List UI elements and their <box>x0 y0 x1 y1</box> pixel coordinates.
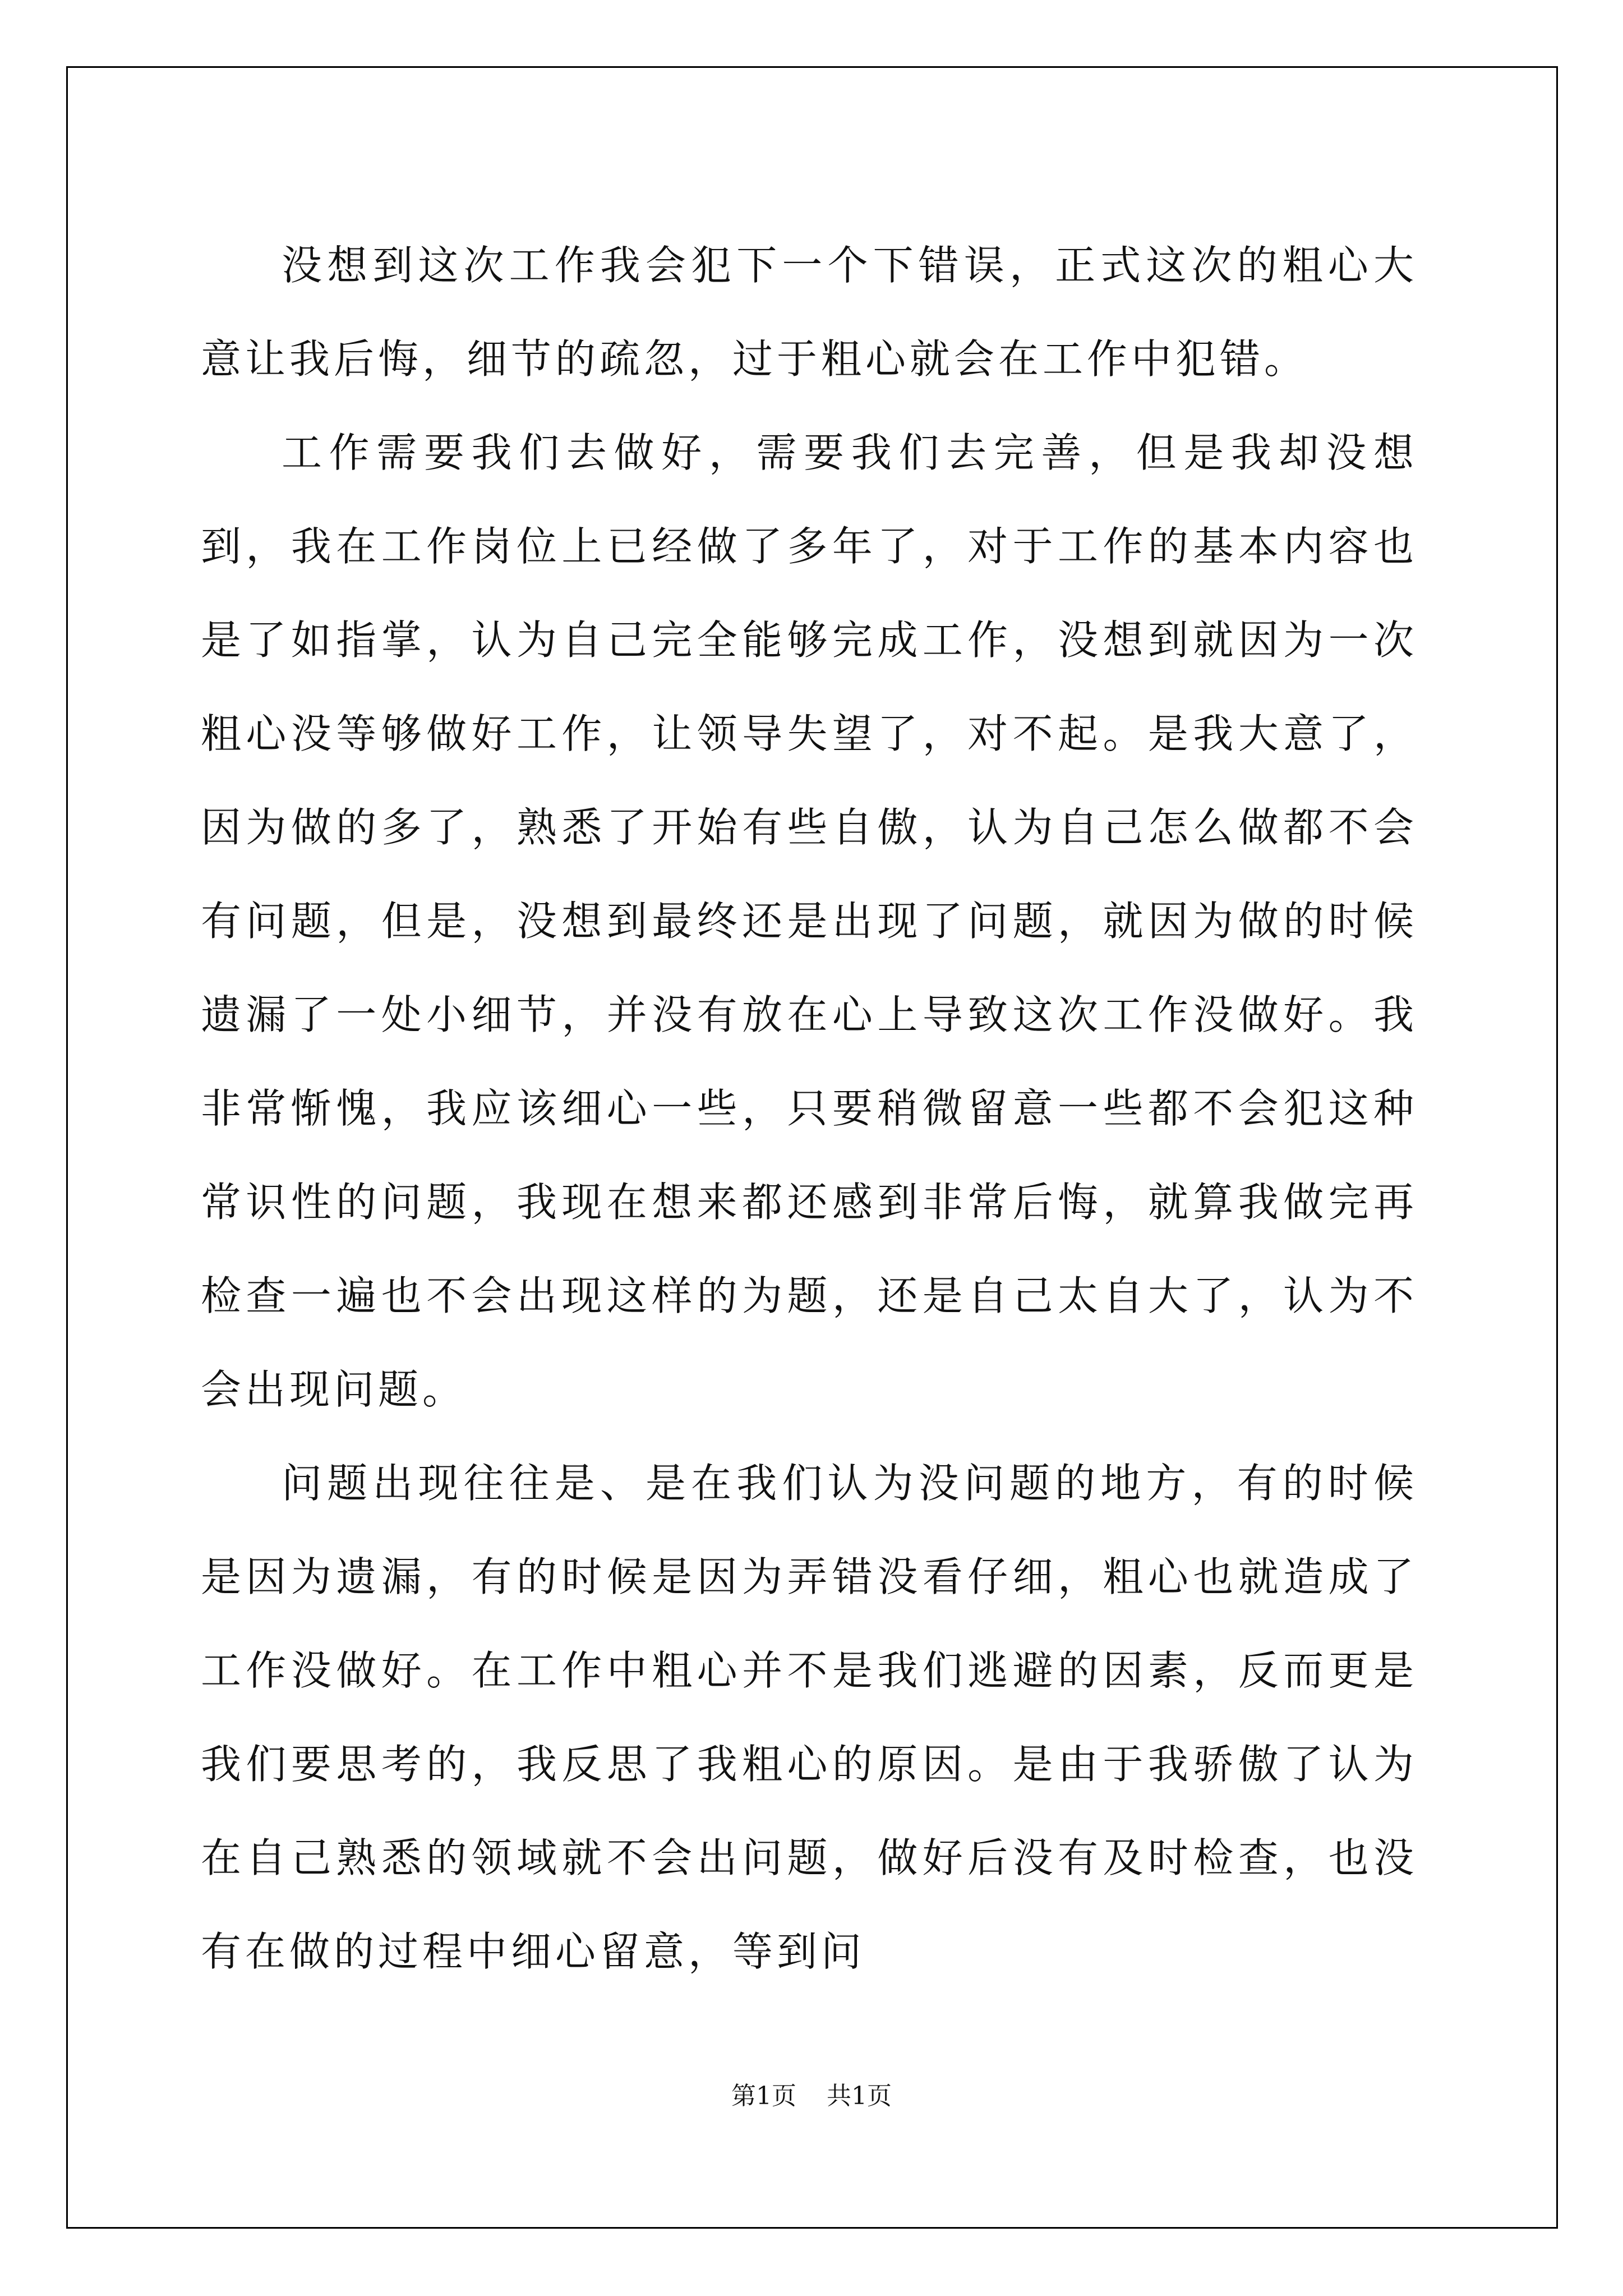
page-total: 共1页 <box>827 2082 892 2110</box>
paragraph-2: 工作需要我们去做好，需要我们去完善，但是我却没想到，我在工作岗位上已经做了多年了，对于工作的基本内容也是了如指掌，认为自己完全能够完成工作，没想到就因为一次粗心没等够做好工作，让领导失望了，对不起。是我大意了，因为做的多了，熟悉了开始有些自傲，认为自己怎么做都不会有问题，但是，没想到最终还是出现了问题，就因为做的时候遗漏了一处小细节，并没有放在心上导致这次工作没做好。我非常惭愧，我应该细心一些，只要稍微留意一些都不会犯这种常识性的问题，我现在想来都还感到非常后悔，就算我做完再检查一遍也不会出现这样的为题，还是自己太自大了，认为不会出现问题。 <box>201 429 1418 1413</box>
paragraph-1: 没想到这次工作我会犯下一个下错误，正式这次的粗心大意让我后悔，细节的疏忽，过于粗心就会在工作中犯错。 <box>201 242 1418 383</box>
paragraph-3: 问题出现往往是、是在我们认为没问题的地方，有的时候是因为遗漏，有的时候是因为弄错没看仔细，粗心也就造成了工作没做好。在工作中粗心并不是我们逃避的因素，反而更是我们要思考的，我反思了我粗心的原因。是由于我骄傲了认为在自己熟悉的领域就不会出问题，做好后没有及时检查，也没有在做的过程中细心留意，等到问 <box>201 1460 1418 1975</box>
page-number: 第1页 <box>731 2082 796 2110</box>
document-body <box>201 219 1418 1999</box>
page-footer <box>0 2076 1623 2111</box>
